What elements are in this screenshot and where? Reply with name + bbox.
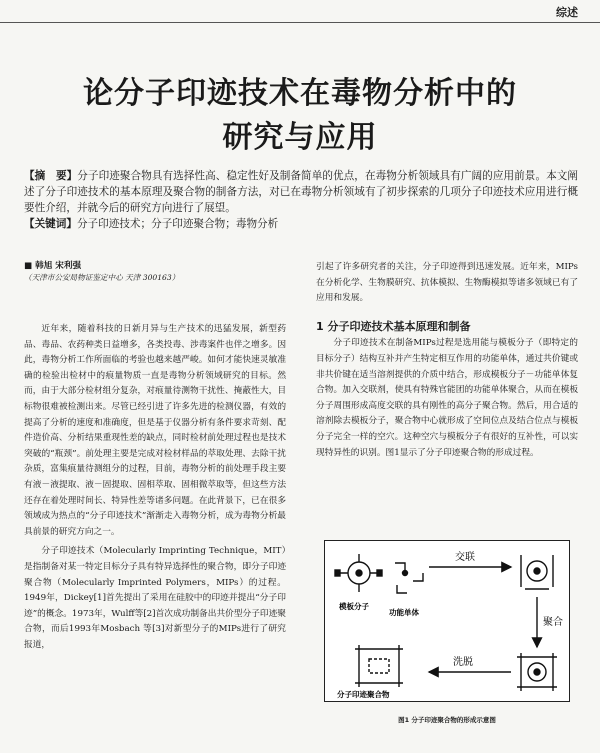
crosslink-label: 交联 [455, 552, 475, 563]
polymerize-label: 聚合 [543, 617, 563, 628]
body-paragraph: 近年来，随着科技的日新月异与生产技术的迅猛发展，新型药品、毒品、农药种类日益增多，各类投毒、涉毒案件也伴之增多。因此，毒物分析工作所面临的考验也越来越严峻。如何才能快速灵敏准确的检验出检材中的痕量物质一直是毒物分析领域研究的目标。然而，由于大部分检材组分复杂，对痕量待测物干扰性、掩蔽性大，目标物很难被检测出来。尽管已经引进了许多先进的检测仪器，有效的提高了分析的速度和准确度，但是基于仪器分析有条件要求苛刻、配件造价高、分析结果重现性差的缺点，同时检材前处理过程也是技术突破的“瓶颈”。前处理主要是完成对检材样品的萃取处理、去除干扰杂质，富集痕量待测组分的过程，目前，毒物分析的前处理手段主要有液－液提取、液－固提取、固相萃取、固相微萃取等，但这些方法还存在着处理时间长、特异性差等诸多问题。在此背景下，已在很多领域成为热点的“分子印迹技术”渐渐走入毒物分析，成为毒物分析最具前景的研究方向之一。 [24, 324, 286, 537]
section-tag: 综述 [556, 6, 578, 19]
title-line-1: 论分子印迹技术在毒物分析中的 [83, 76, 517, 111]
keywords-line [24, 216, 578, 232]
mip-cavity-icon [355, 645, 403, 687]
left-column [24, 322, 286, 653]
section-heading: 1 分子印迹技术基本原理和制备 [316, 319, 471, 333]
functional-monomer-icon [395, 563, 423, 593]
template-molecule-icon [335, 554, 382, 592]
article-title [40, 72, 560, 160]
figure-diagram [325, 541, 569, 701]
keywords-text: 分子印迹技术；分子印迹聚合物；毒物分析 [76, 218, 279, 230]
author-names: ■ 韩旭 宋利强 [24, 261, 82, 271]
abstract-paragraph [24, 168, 578, 216]
figure-1 [324, 540, 570, 702]
body-paragraph: 分子印迹技术在制备MIPs过程是选用能与模板分子（即特定的目标分子）结构互补并产生特定相互作用的功能单体，通过共价键或非共价键在适当溶剂提供的介质中结合，形成模板分子－功能单体复合物。加入交联剂，使具有特殊官能团的功能单体聚合，从而在模板分子周围形成高度交联的具有刚性的高分子聚合物。然后，用合适的溶剂除去模板分子，聚合物中心就形成了空间位点及结合位点与模板分子完全一样的空穴。这种空穴与模板分子有很好的互补性，可以实现特异性的识别。图1显示了分子印迹聚合物的形成过程。 [316, 338, 578, 458]
abstract-label: 【摘 要】 [24, 170, 78, 182]
author-affiliation: （天津市公安局物证鉴定中心 天津 300163） [24, 273, 180, 282]
keywords-label: 【关键词】 [24, 218, 77, 230]
template-label: 模板分子 [339, 602, 369, 611]
body-paragraph: 分子印迹技术（Molecularly Imprinting Technique，MIT）是指制备对某一特定目标分子具有特异选择性的聚合物，即分子印迹聚合物（Molecularly Imprinted Polymers，MIPs）的过程。1949年，Dickey[1]首先提出了采用在硅胶中的印迹并提出“分子印迹”的概念。1973年，Wulff等[2]首次成功制备出共价型分子印迹聚合物，而后1993年Mosbach 等[3]对新型分子的MIPs进行了研究报道， [24, 546, 286, 650]
abstract-block [24, 168, 578, 232]
title-line-2: 研究与应用 [222, 120, 378, 155]
author-block [24, 260, 286, 284]
elute-label: 洗脱 [453, 657, 473, 668]
complex-icon [521, 555, 553, 589]
monomer-label: 功能单体 [389, 608, 419, 617]
abstract-text: 分子印迹聚合物具有选择性高、稳定性好及制备简单的优点，在毒物分析领域具有广阔的应用前景。本文阐述了分子印迹技术的基本原理及聚合物的制备方法，对已在毒物分析领域有了初步探索的几项分子印迹技术应用进行概要性介绍，并就今后的研究方向进行了展望。 [24, 170, 579, 214]
polymer-icon [517, 653, 557, 691]
mip-label: 分子印迹聚合物 [337, 690, 390, 699]
body-paragraph: 引起了许多研究者的关注，分子印迹得到迅速发展。近年来，MIPs在分析化学、生物膜研究、抗体模拟、生物酶模拟等诸多领域已有了应用和发展。 [316, 262, 578, 304]
figure-caption: 图1 分子印迹聚合物的形成示意图 [398, 716, 496, 724]
right-column [316, 260, 578, 461]
header-bar [0, 0, 600, 23]
